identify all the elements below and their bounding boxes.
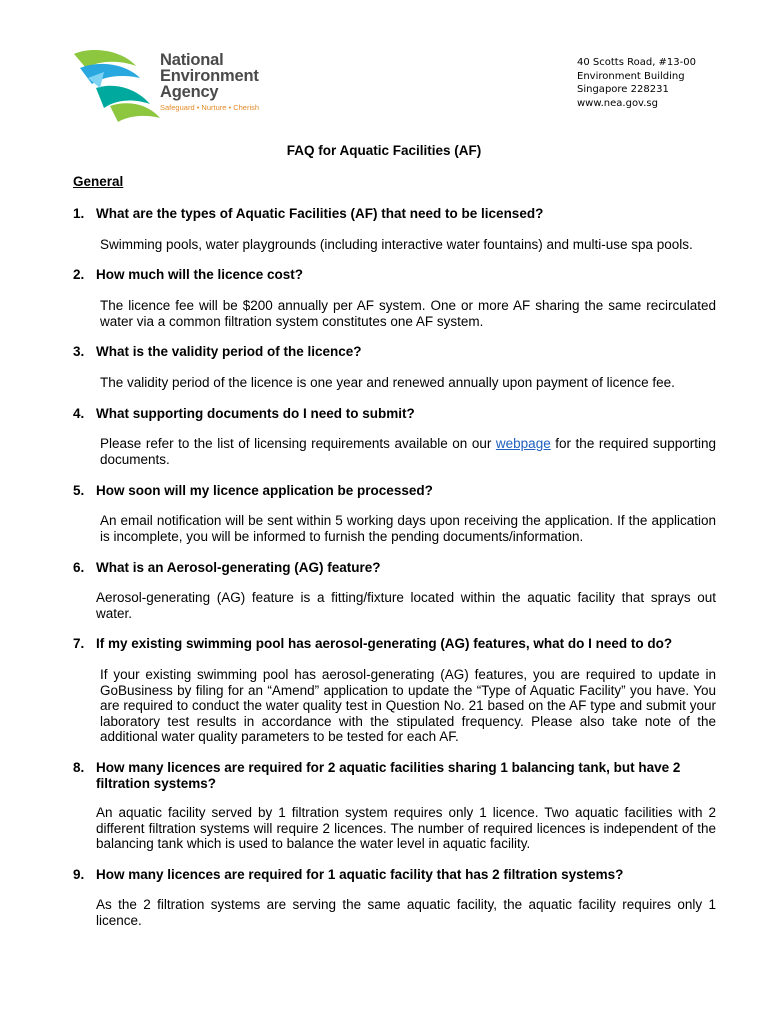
faq-question: 6. What is an Aerosol-generating (AG) feature?: [73, 560, 381, 575]
faq-question: 4. What supporting documents do I need to submit?: [73, 406, 415, 421]
nea-logo: [70, 48, 280, 122]
faq-answer: The licence fee will be $200 annually per AF system. One or more AF sharing the same recirculated water via a common filtration system constitutes one AF system.: [100, 298, 716, 329]
faq-answer: Swimming pools, water playgrounds (including interactive water fountains) and multi-use spa pools.: [100, 237, 693, 252]
address-line: Singapore 228231: [577, 84, 669, 95]
faq-question: 1. What are the types of Aquatic Facilities (AF) that need to be licensed?: [73, 206, 544, 221]
faq-question: 9. How many licences are required for 1 aquatic facility that has 2 filtration systems?: [73, 867, 624, 882]
faq-answer: As the 2 filtration systems are serving the same aquatic facility, the aquatic facility requires only 1 licence.: [96, 897, 716, 928]
faq-answer: An email notification will be sent within 5 working days upon receiving the application. If the application is incomplete, you will be informed to furnish the pending documents/information.: [100, 513, 716, 544]
document-title: FAQ for Aquatic Facilities (AF): [286, 143, 482, 158]
logo-tagline: Safeguard • Nurture • Cherish: [160, 103, 260, 112]
address-block: [577, 56, 696, 110]
address-line: 40 Scotts Road, #13-00: [577, 57, 696, 68]
faq-answer: Please refer to the list of licensing requirements available on our webpage for the required supporting documents.: [100, 436, 716, 467]
logo-line-1: National: [160, 51, 224, 69]
logo-line-3: Agency: [160, 83, 219, 101]
logo-line-2: Environment: [160, 67, 259, 85]
faq-question: 2. How much will the licence cost?: [73, 267, 304, 282]
faq-question: 3. What is the validity period of the licence?: [73, 344, 362, 359]
faq-question: 8. How many licences are required for 2 aquatic facilities sharing 1 balancing tank, but have 2 filtration systems?: [73, 760, 681, 791]
faq-question: 7. If my existing swimming pool has aerosol-generating (AG) features, what do I need to do?: [73, 636, 673, 651]
faq-answer: Aerosol-generating (AG) feature is a fitting/fixture located within the aquatic facility that sprays out water.: [96, 590, 716, 621]
faq-question: 5. How soon will my licence application be processed?: [73, 483, 433, 498]
section-heading: General: [73, 174, 124, 189]
nea-swoosh-icon: [70, 48, 162, 122]
webpage-link[interactable]: webpage: [495, 436, 551, 451]
address-website: www.nea.gov.sg: [577, 97, 658, 109]
faq-answer: If your existing swimming pool has aerosol-generating (AG) features, you are required to update in GoBusiness by filing for an “Amend” application to update the “Type of Aquatic Facility” you have. You are required to conduct the water quality test in Question No. 21 based on the AF type and submit your laboratory test results in accordance with the stipulated frequency. Please also take note of the additional water quality parameters to be tested for each AF.: [100, 667, 716, 744]
address-line: Environment Building: [577, 70, 685, 82]
faq-answer: An aquatic facility served by 1 filtration system requires only 1 licence. Two aquatic facilities with 2 different filtration systems will require 2 licences. The number of required licences is independent of the balancing tank which is used to balance the water level in aquatic facility.: [96, 805, 716, 851]
faq-answer: The validity period of the licence is one year and renewed annually upon payment of licence fee.: [100, 375, 675, 390]
